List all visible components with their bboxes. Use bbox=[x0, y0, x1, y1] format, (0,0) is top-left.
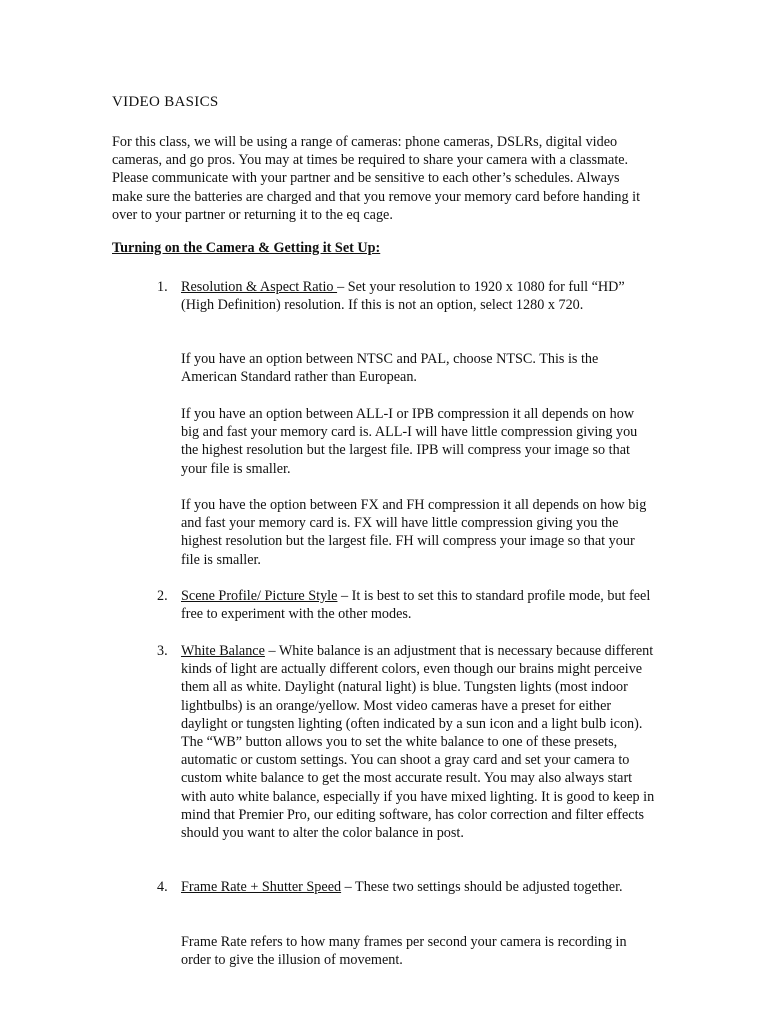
list-item-text bbox=[181, 278, 657, 314]
list-item-description: – White balance is an adjustment that is necessary because different kinds of light are actually different colors, even though our brains might perceive them all as white. Daylight (natural light) is blue. Tungsten lights (most indoor lightbulbs) is an orange/yellow. Most video cameras have a preset for either daylight or tungsten lighting (often indicated by a sun icon and a light bulb icon). The “WB” button allows you to set the white balance to one of these presets, automatic or custom settings. You can shoot a gray card and set your camera to custom white balance to get the most accurate result. You may also always start with auto white balance, especially if you have mixed lighting. It is good to keep in mind that Premier Pro, our editing software, has color correction and filter effects should you want to alter the color balance in post. bbox=[181, 643, 655, 842]
list-item-text bbox=[181, 642, 657, 842]
list-item-body bbox=[181, 878, 657, 896]
list-item-number: 3. bbox=[157, 643, 168, 659]
paragraph-fx-fh: If you have the option between FX and FH compression it all depends on how big and fast your memory card is. FX will have little compression giving you the highest resolution but the largest file. FH will compress your image so that your file is smaller. bbox=[181, 497, 647, 568]
paragraph-frame-rate: Frame Rate refers to how many frames per second your camera is recording in order to give the illusion of movement. bbox=[181, 934, 627, 969]
document-title: VIDEO BASICS bbox=[112, 94, 219, 110]
paragraph-ntsc-pal: If you have an option between NTSC and PAL, choose NTSC. This is the American Standard rather than European. bbox=[181, 351, 599, 386]
list-item-term: Resolution & Aspect Ratio bbox=[181, 279, 338, 295]
list-item-body bbox=[181, 587, 657, 623]
list-item-text bbox=[181, 587, 657, 623]
list-item-description: – It is best to set this to standard profile mode, but feel free to experiment with the other modes. bbox=[181, 588, 651, 623]
paragraph-alli-ipb: If you have an option between ALL-I or IPB compression it all depends on how big and fast your memory card is. ALL-I will have little compression giving you the highest resolution but the largest file. IPB will compress your image so that your file is smaller. bbox=[181, 406, 638, 477]
list-item-description: – Set your resolution to 1920 x 1080 for full “HD” (High Definition) resolution. If this is not an option, select 1280 x 720. bbox=[181, 279, 625, 314]
list-item-number: 2. bbox=[157, 588, 168, 604]
list-item-number: 4. bbox=[157, 879, 168, 895]
list-item-term: Scene Profile/ Picture Style bbox=[181, 588, 338, 604]
list-item-text bbox=[181, 878, 657, 896]
intro-paragraph: For this class, we will be using a range of cameras: phone cameras, DSLRs, digital video cameras, and go pros. You may at times be required to share your camera with a classmate. Please communicate with your partner and be sensitive to each other’s schedules. Always make sure the batteries are charged and that you remove your memory card before handing it over to your partner or returning it to the eq cage. bbox=[112, 134, 641, 223]
list-item-description: – These two settings should be adjusted together. bbox=[341, 879, 623, 895]
list-item-body bbox=[181, 642, 657, 842]
section-heading: Turning on the Camera & Getting it Set Up: bbox=[112, 240, 381, 256]
list-item-term: White Balance bbox=[181, 643, 265, 659]
list-item-number: 1. bbox=[157, 279, 168, 295]
list-item-term: Frame Rate + Shutter Speed bbox=[181, 879, 342, 895]
list-item-body bbox=[181, 278, 657, 314]
